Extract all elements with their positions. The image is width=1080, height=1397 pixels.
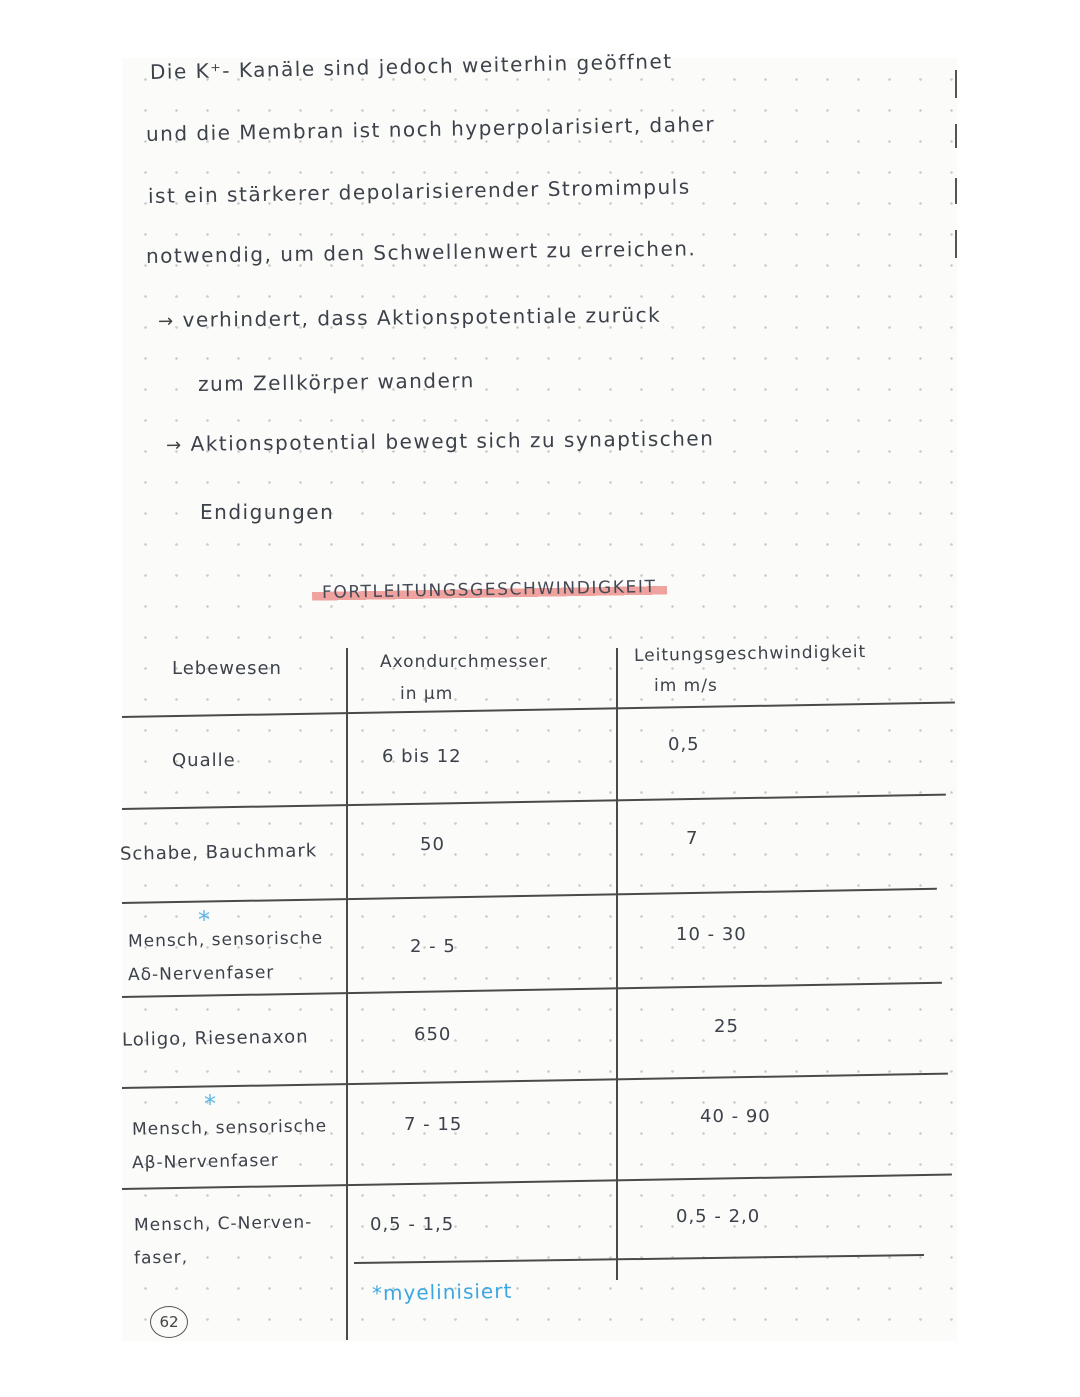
text-line: notwendig, um den Schwellenwert zu erreichen. bbox=[145, 236, 697, 268]
row-organism: Mensch, C-Nerven- bbox=[133, 1212, 313, 1236]
footnote-myelinated: *myelinisiert bbox=[371, 1278, 513, 1306]
row-organism-line2: Aβ-Nervenfaser bbox=[131, 1150, 279, 1174]
text-line: ist ein stärkerer depolarisierender Stromimpuls bbox=[147, 174, 691, 208]
row-organism: Qualle bbox=[172, 750, 236, 771]
row-diameter: 50 bbox=[420, 834, 445, 855]
myelinated-star-icon: * bbox=[204, 1090, 216, 1118]
row-speed: 0,5 bbox=[668, 734, 700, 755]
row-organism: Mensch, sensorische bbox=[131, 1116, 328, 1140]
row-organism: Loligo, Riesenaxon bbox=[121, 1026, 309, 1051]
row-speed: 7 bbox=[686, 828, 699, 849]
table-title: FORTLEITUNGSGESCHWINDIGKEIT bbox=[312, 577, 667, 603]
header-diameter: Axondurchmesser bbox=[380, 652, 548, 672]
column-divider bbox=[346, 648, 348, 1340]
row-speed: 25 bbox=[714, 1016, 739, 1037]
arrow-icon: → bbox=[157, 310, 175, 332]
header-speed-unit: im m/s bbox=[654, 676, 718, 696]
row-diameter: 0,5 - 1,5 bbox=[370, 1214, 455, 1235]
text-line: und die Membran ist noch hyperpolarisiert, daher bbox=[145, 112, 716, 146]
row-organism-line2: faser, bbox=[133, 1247, 189, 1269]
column-divider bbox=[616, 648, 618, 1280]
text-line: Die K⁺- Kanäle sind jedoch weiterhin geöffnet bbox=[149, 49, 673, 84]
row-diameter: 2 - 5 bbox=[410, 936, 456, 957]
row-organism: Mensch, sensorische bbox=[127, 928, 324, 952]
row-diameter: 6 bis 12 bbox=[382, 746, 462, 767]
header-organism: Lebewesen bbox=[172, 658, 282, 679]
row-diameter: 7 - 15 bbox=[404, 1114, 463, 1135]
row-speed: 0,5 - 2,0 bbox=[676, 1206, 761, 1227]
myelinated-star-icon: * bbox=[198, 906, 210, 934]
row-organism-line2: Aδ-Nervenfaser bbox=[127, 962, 275, 986]
text-line: verhindert, dass Aktionspotentiale zurück bbox=[182, 302, 662, 332]
header-speed: Leitungsgeschwindigkeit bbox=[633, 641, 867, 667]
row-organism: Schabe, Bauchmark bbox=[119, 840, 318, 865]
page-number: 62 bbox=[150, 1306, 188, 1338]
arrow-icon: → bbox=[165, 434, 183, 456]
row-diameter: 650 bbox=[414, 1024, 452, 1045]
text-line: zum Zellkörper wandern bbox=[197, 368, 476, 396]
header-diameter-unit: in μm bbox=[400, 684, 454, 704]
row-speed: 40 - 90 bbox=[700, 1106, 771, 1127]
text-line: Aktionspotential bewegt sich zu synaptischen bbox=[190, 426, 715, 456]
page-edge-marks bbox=[955, 70, 961, 300]
row-speed: 10 - 30 bbox=[676, 924, 747, 945]
text-line: Endigungen bbox=[200, 500, 335, 524]
